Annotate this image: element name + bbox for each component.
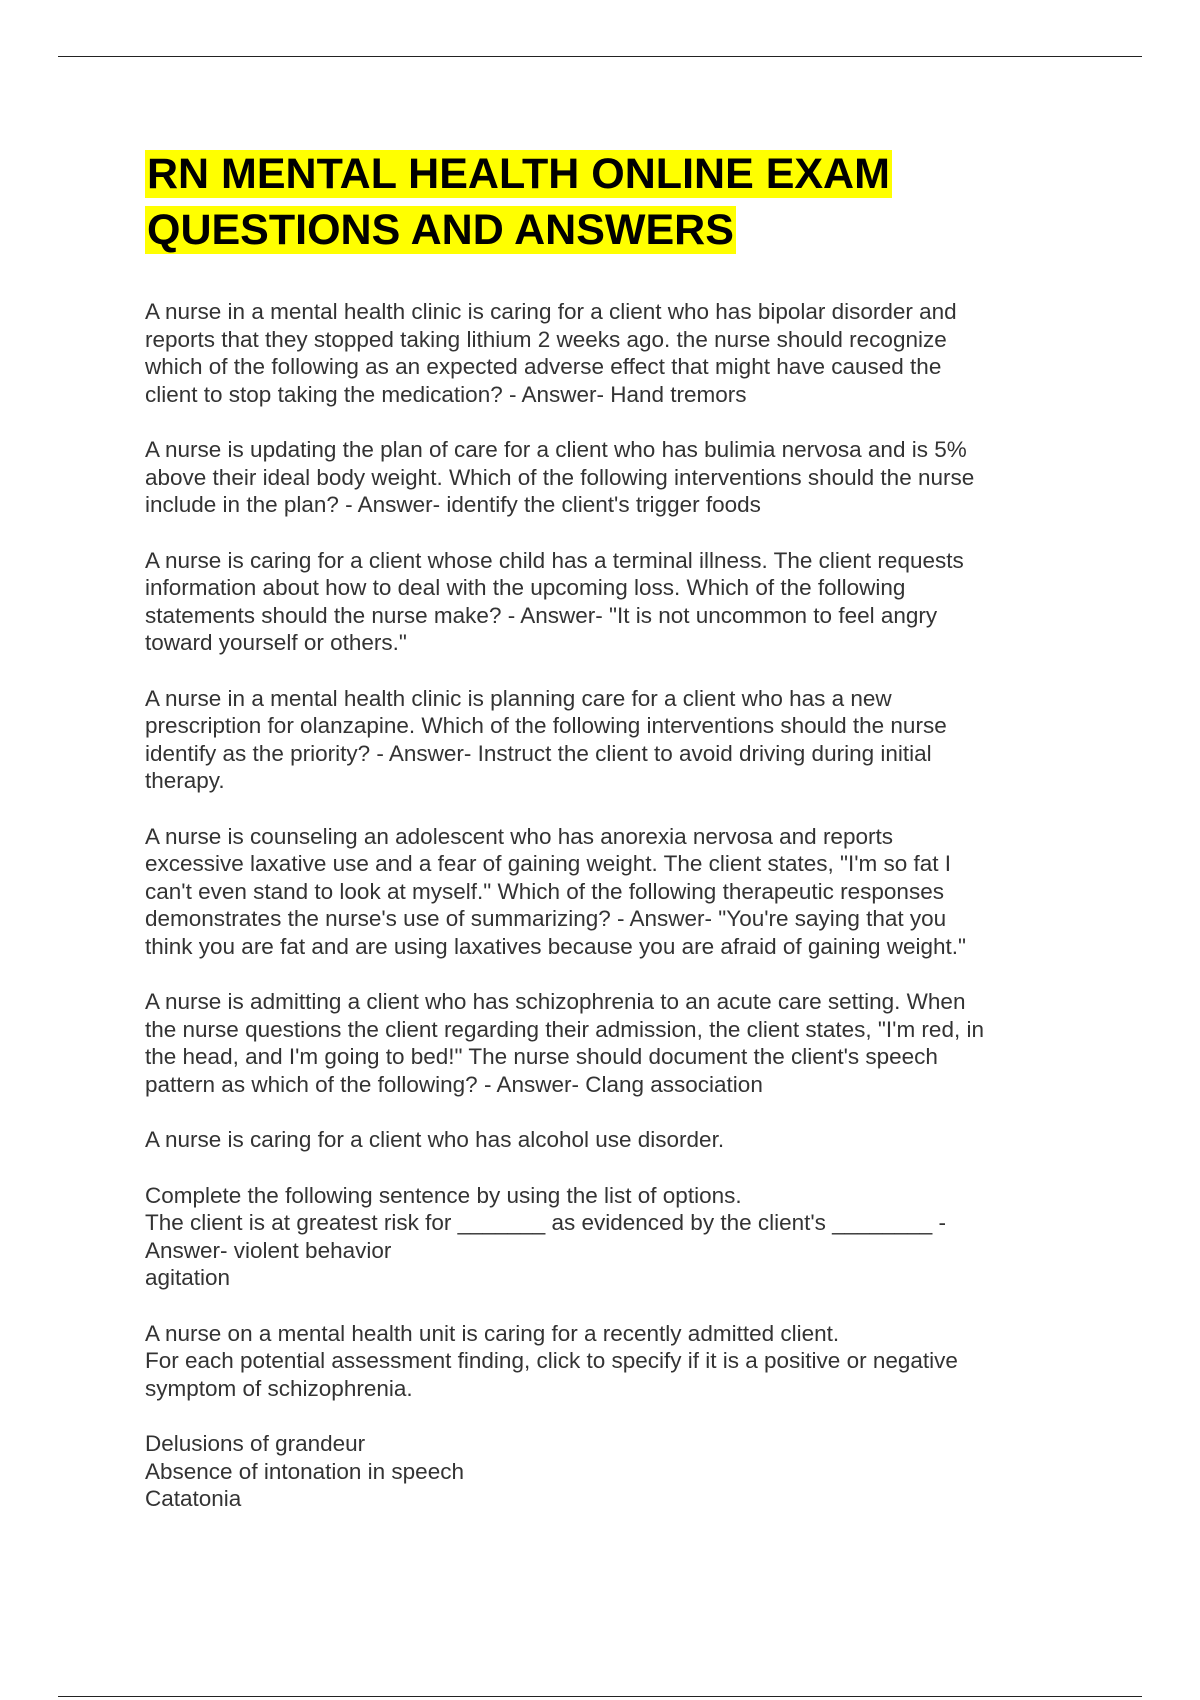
paragraph-line: think you are fat and are using laxatives because you are afraid of gaining weight." — [145, 933, 966, 959]
question-paragraph — [145, 988, 1065, 1098]
question-paragraph — [145, 685, 1065, 795]
paragraph-line: A nurse is caring for a client who has alcohol use disorder. — [145, 1127, 725, 1152]
paragraph-line: Complete the following sentence by using the list of options. — [145, 1182, 742, 1208]
question-paragraph — [145, 1430, 1065, 1513]
title-line-2: QUESTIONS AND ANSWERS — [147, 206, 734, 254]
question-paragraph — [145, 547, 1065, 657]
paragraph-line: can't even stand to look at myself." Which of the following therapeutic responses — [145, 878, 944, 904]
paragraph-line: Answer- violent behavior — [145, 1237, 392, 1263]
paragraph-line: agitation — [145, 1265, 231, 1290]
question-paragraph — [145, 1320, 1065, 1403]
paragraph-line: For each potential assessment finding, click to specify if it is a positive or negative — [145, 1348, 958, 1373]
paragraph-line: the head, and I'm going to bed!" The nurse should document the client's speech — [145, 1044, 938, 1069]
paragraph-line: reports that they stopped taking lithium 2 weeks ago. the nurse should recognize — [145, 326, 947, 352]
paragraph-line: A nurse in a mental health clinic is caring for a client who has bipolar disorder and — [145, 299, 957, 324]
bottom-rule — [58, 1696, 1142, 1697]
paragraph-line: symptom of schizophrenia. — [145, 1375, 413, 1401]
paragraph-line: A nurse is caring for a client whose child has a terminal illness. The client requests — [145, 547, 964, 573]
question-paragraph — [145, 436, 1065, 519]
document-title — [145, 146, 1065, 258]
paragraph-line: include in the plan? - Answer- identify the client's trigger foods — [145, 492, 761, 517]
paragraph-line: prescription for olanzapine. Which of the following interventions should the nurse — [145, 713, 947, 738]
paragraph-line: A nurse on a mental health unit is caring for a recently admitted client. — [145, 1320, 840, 1346]
paragraph-line: identify as the priority? - Answer- Instruct the client to avoid driving during initial — [145, 740, 932, 766]
paragraph-line: information about how to deal with the upcoming loss. Which of the following — [145, 575, 906, 600]
paragraph-line: the nurse questions the client regarding their admission, the client states, "I'm red, in — [145, 1016, 984, 1042]
question-list — [145, 298, 1065, 1513]
paragraph-line: excessive laxative use and a fear of gaining weight. The client states, "I'm so fat I — [145, 851, 952, 876]
paragraph-line: demonstrates the nurse's use of summarizing? - Answer- "You're saying that you — [145, 906, 947, 931]
paragraph-line: pattern as which of the following? - Answer- Clang association — [145, 1071, 763, 1097]
title-line-1: RN MENTAL HEALTH ONLINE EXAM — [147, 150, 890, 198]
paragraph-line: Absence of intonation in speech — [145, 1458, 464, 1484]
paragraph-line: A nurse in a mental health clinic is planning care for a client who has a new — [145, 685, 892, 711]
document-body — [145, 146, 1065, 1541]
paragraph-line: Delusions of grandeur — [145, 1431, 366, 1456]
paragraph-line: which of the following as an expected adverse effect that might have caused the — [145, 354, 942, 379]
question-paragraph — [145, 1126, 1065, 1154]
top-rule — [58, 56, 1142, 57]
paragraph-line: The client is at greatest risk for _______ as evidenced by the client's ________ - — [145, 1210, 947, 1235]
paragraph-line: A nurse is counseling an adolescent who has anorexia nervosa and reports — [145, 823, 893, 849]
paragraph-line: Catatonia — [145, 1486, 242, 1511]
paragraph-line: A nurse is admitting a client who has schizophrenia to an acute care setting. When — [145, 989, 966, 1014]
question-paragraph — [145, 1182, 1065, 1292]
paragraph-line: A nurse is updating the plan of care for a client who has bulimia nervosa and is 5% — [145, 437, 967, 462]
question-paragraph — [145, 298, 1065, 408]
paragraph-line: statements should the nurse make? - Answer- "It is not uncommon to feel angry — [145, 602, 938, 628]
paragraph-line: above their ideal body weight. Which of the following interventions should the nurse — [145, 464, 975, 490]
paragraph-line: therapy. — [145, 768, 225, 793]
paragraph-line: client to stop taking the medication? - Answer- Hand tremors — [145, 381, 747, 407]
question-paragraph — [145, 823, 1065, 961]
paragraph-line: toward yourself or others." — [145, 630, 407, 655]
